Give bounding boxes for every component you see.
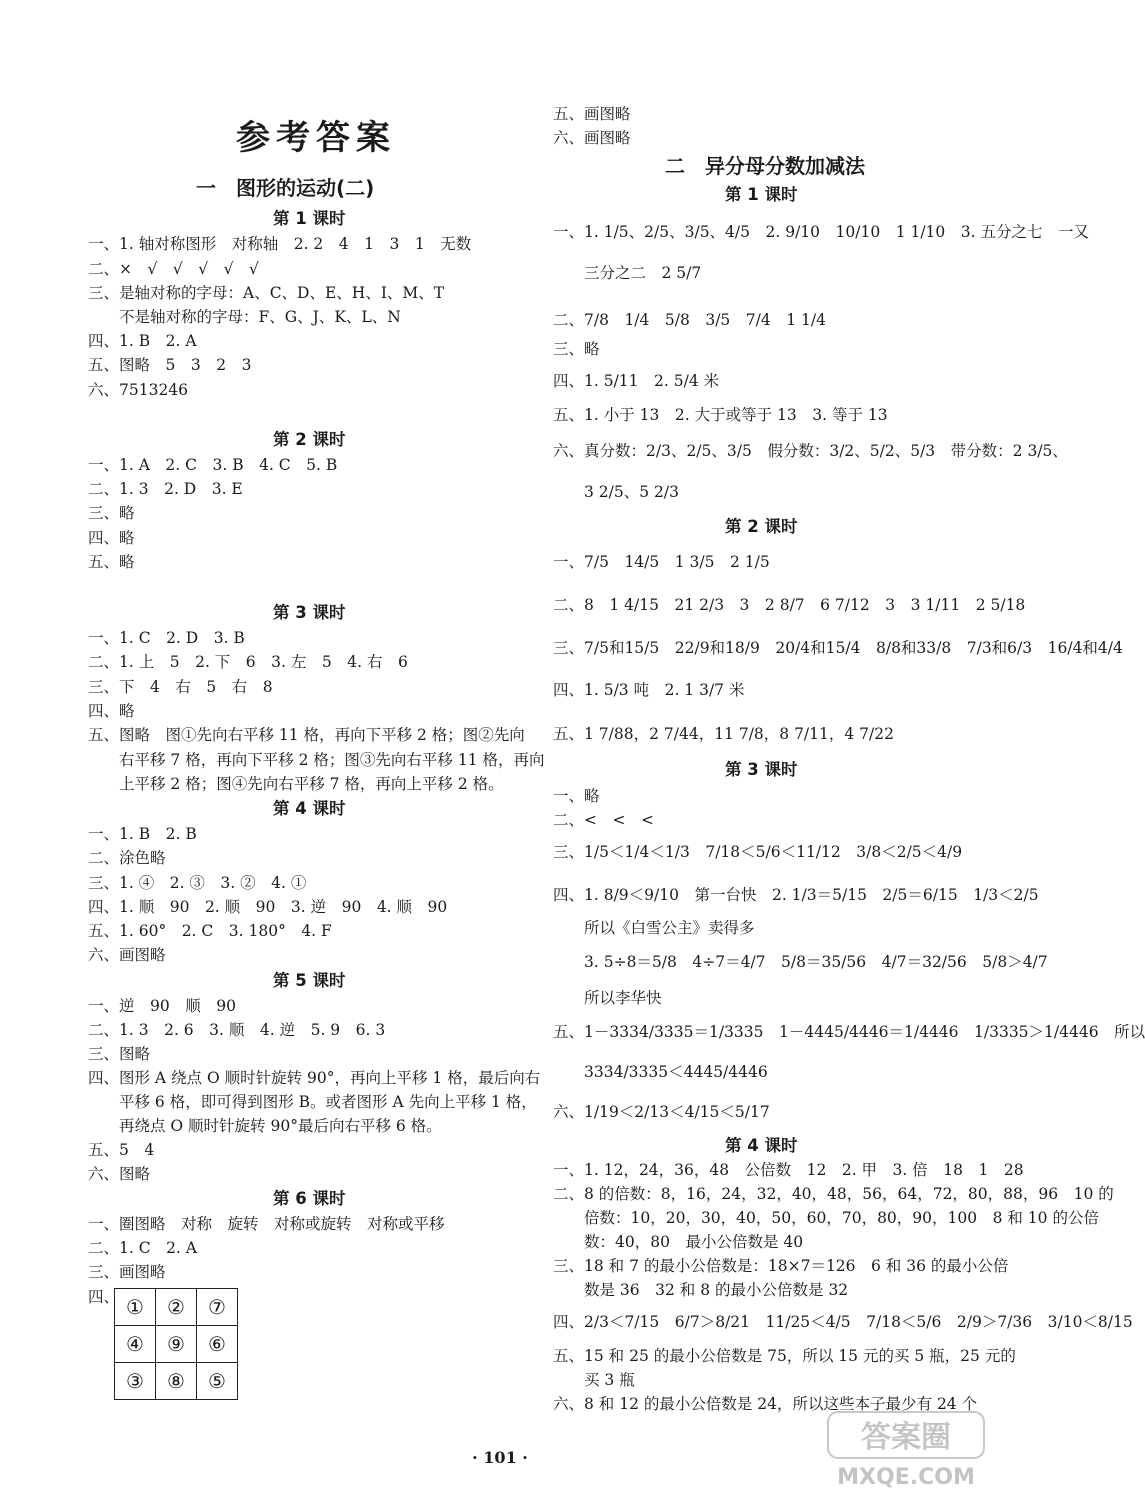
answer-line: 一、1. A 2. C 3. B 4. C 5. B — [88, 456, 338, 474]
answer-line: 所以《白雪公主》卖得多 — [553, 919, 755, 937]
answer-line: 平移 6 格，即可得到图形 B。或者图形 A 先向上平移 1 格， — [88, 1093, 537, 1111]
number-grid — [114, 1288, 238, 1400]
answer-line: 三、1/5＜1/4＜1/3 7/18＜5/6＜11/12 3/8＜2/5＜4/9 — [553, 843, 963, 861]
grid-cell: ⑦ — [197, 1289, 238, 1326]
answer-line: 数是 36 32 和 8 的最小公倍数是 32 — [553, 1281, 849, 1299]
grid-cell: ② — [156, 1289, 197, 1326]
lesson-heading: 第 5 课时 — [273, 971, 346, 990]
answer-line: 二、8 1 4/15 21 2/3 3 2 8/7 6 7/12 3 3 1/11 2 5/18 — [553, 596, 1026, 614]
answer-line: 四、 — [88, 1288, 120, 1306]
answer-line: 一、圈图略 对称 旋转 对称或旋转 对称或平移 — [88, 1215, 445, 1233]
lesson-heading: 第 3 课时 — [725, 760, 798, 779]
answer-line: 三、18 和 7 的最小公倍数是：18×7＝126 6 和 36 的最小公倍 — [553, 1257, 1009, 1275]
unit-title-1: 一 图形的运动(二) — [196, 176, 375, 200]
grid-cell: ⑧ — [156, 1363, 197, 1400]
answer-line: 二、1. C 2. A — [88, 1239, 197, 1257]
answer-line: 二、7/8 1/4 5/8 3/5 7/4 1 1/4 — [553, 311, 826, 329]
lesson-heading: 第 3 课时 — [273, 603, 346, 622]
lesson-heading: 第 6 课时 — [273, 1189, 346, 1208]
answer-line: 五、1. 小于 13 2. 大于或等于 13 3. 等于 13 — [553, 406, 888, 424]
answer-line: 三、1. ④ 2. ③ 3. ② 4. ① — [88, 874, 307, 892]
answer-line: 不是轴对称的字母：F、G、J、K、L、N — [88, 308, 401, 326]
answer-line: 四、图形 A 绕点 O 顺时针旋转 90°，再向上平移 1 格，最后向右 — [88, 1069, 541, 1087]
answer-line: 右平移 7 格，再向下平移 2 格；图③先向右平移 11 格，再向 — [88, 751, 545, 769]
answer-line: 二、8 的倍数：8，16，24，32，40，48，56，64，72，80，88，96 10 的 — [553, 1185, 1114, 1203]
page-number: · 101 · — [472, 1448, 528, 1467]
answer-line: 六、画图略 — [553, 129, 631, 147]
answer-line: 六、画图略 — [88, 946, 166, 964]
answer-line: 二、< < < — [553, 811, 654, 829]
watermark-url: MXQE.COM — [837, 1465, 975, 1490]
answer-line: 五、5 4 — [88, 1141, 155, 1159]
answer-line: 四、略 — [88, 529, 135, 547]
answer-line: 五、1. 60° 2. C 3. 180° 4. F — [88, 922, 332, 940]
answer-line: 五、1－3334/3335＝1/3335 1－4445/4446＝1/4446 1/3335＞1/4446 所以 — [553, 1023, 1145, 1041]
answer-line: 六、8 和 12 的最小公倍数是 24，所以这些本子最少有 24 个 — [553, 1395, 978, 1413]
answer-line: 三、画图略 — [88, 1263, 166, 1281]
answer-line: 三、图略 — [88, 1045, 151, 1063]
answer-line: 三、7/5和15/5 22/9和18/9 20/4和15/4 8/8和33/8 7/3和6/3 16/4和4/4 — [553, 639, 1123, 657]
answer-line: 再绕点 O 顺时针旋转 90°最后向右平移 6 格。 — [88, 1117, 442, 1135]
answer-line: 二、涂色略 — [88, 849, 166, 867]
answer-line: 所以李华快 — [553, 989, 662, 1007]
answer-line: 四、1. 5/3 吨 2. 1 3/7 米 — [553, 681, 745, 699]
answer-line: 一、7/5 14/5 1 3/5 2 1/5 — [553, 553, 770, 571]
answer-line: 五、略 — [88, 553, 135, 571]
answer-line: 四、2/3＜7/15 6/7＞8/21 11/25＜4/5 7/18＜5/6 2/9＞7/36 3/10＜8/15 — [553, 1313, 1133, 1331]
answer-line: 二、1. 上 5 2. 下 6 3. 左 5 4. 右 6 — [88, 653, 408, 671]
answer-line: 六、1/19＜2/13＜4/15＜5/17 — [553, 1103, 770, 1121]
lesson-heading: 第 1 课时 — [725, 185, 798, 204]
grid-cell: ⑤ — [197, 1363, 238, 1400]
answer-line: 二、1. 3 2. 6 3. 顺 4. 逆 5. 9 6. 3 — [88, 1021, 386, 1039]
lesson-heading: 第 1 课时 — [273, 209, 346, 228]
answer-line: 一、略 — [553, 787, 600, 805]
answer-line: 五、15 和 25 的最小公倍数是 75，所以 15 元的买 5 瓶，25 元的 — [553, 1347, 1016, 1365]
answer-line: 买 3 瓶 — [553, 1371, 635, 1389]
answer-line: 三分之二 2 5/7 — [553, 264, 702, 282]
answer-line: 倍数：10，20，30，40，50，60，70，80，90，100 8 和 10 的公倍 — [553, 1209, 1099, 1227]
answer-line: 二、× √ √ √ √ √ — [88, 260, 259, 278]
watermark-logo — [820, 1406, 992, 1492]
answer-line: 六、7513246 — [88, 381, 189, 399]
answer-line: 一、1. C 2. D 3. B — [88, 629, 245, 647]
lesson-heading: 第 4 课时 — [725, 1136, 798, 1155]
answer-line: 六、图略 — [88, 1165, 151, 1183]
answer-line: 数：40，80 最小公倍数是 40 — [553, 1233, 804, 1251]
answer-line: 一、1. 1/5、2/5、3/5、4/5 2. 9/10 10/10 1 1/10 3. 五分之七 一又 — [553, 223, 1089, 241]
answer-line: 三、是轴对称的字母：A、C、D、E、H、I、M、T — [88, 284, 445, 302]
answer-line: 一、逆 90 顺 90 — [88, 997, 236, 1015]
page-title: 参考答案 — [236, 118, 396, 158]
answer-line: 三、略 — [553, 340, 600, 358]
answer-line: 三、略 — [88, 504, 135, 522]
answer-line: 3334/3335＜4445/4446 — [553, 1063, 768, 1081]
answer-line: 五、图略 图①先向右平移 11 格，再向下平移 2 格；图②先向 — [88, 726, 525, 744]
watermark-text: 答案圈 — [861, 1420, 951, 1455]
lesson-heading: 第 4 课时 — [273, 799, 346, 818]
lesson-heading: 第 2 课时 — [725, 517, 798, 536]
answer-line: 五、图略 5 3 2 3 — [88, 356, 252, 374]
unit-title-2: 二 异分母分数加减法 — [665, 154, 865, 178]
answer-line: 五、画图略 — [553, 105, 631, 123]
answer-line: 上平移 2 格；图④先向右平移 7 格，再向上平移 2 格。 — [88, 775, 504, 793]
answer-line: 四、1. 5/11 2. 5/4 米 — [553, 372, 720, 390]
answer-line: 四、1. 顺 90 2. 顺 90 3. 逆 90 4. 顺 90 — [88, 898, 448, 916]
lesson-heading: 第 2 课时 — [273, 430, 346, 449]
answer-line: 三、下 4 右 5 右 8 — [88, 678, 273, 696]
answer-line: 一、1. B 2. B — [88, 825, 197, 843]
answer-line: 一、1. 12，24，36，48 公倍数 12 2. 甲 3. 倍 18 1 28 — [553, 1161, 1024, 1179]
answer-line: 3 2/5、5 2/3 — [553, 483, 679, 501]
answer-line: 五、1 7/88，2 7/44，11 7/8，8 7/11，4 7/22 — [553, 725, 894, 743]
grid-cell: ⑥ — [197, 1326, 238, 1363]
answer-line: 一、1. 轴对称图形 对称轴 2. 2 4 1 3 1 无数 — [88, 235, 472, 253]
answer-line: 四、1. B 2. A — [88, 332, 197, 350]
answer-line: 3. 5÷8＝5/8 4÷7＝4/7 5/8＝35/56 4/7＝32/56 5/8＞4/7 — [553, 953, 1048, 971]
grid-cell: ⑨ — [156, 1326, 197, 1363]
answer-line: 四、略 — [88, 702, 135, 720]
answer-line: 二、1. 3 2. D 3. E — [88, 480, 243, 498]
grid-cell: ④ — [115, 1326, 156, 1363]
grid-cell: ③ — [115, 1363, 156, 1400]
answer-line: 六、真分数：2/3、2/5、3/5 假分数：3/2、5/2、5/3 带分数：2 3/5、 — [553, 442, 1068, 460]
grid-cell: ① — [115, 1289, 156, 1326]
answer-line: 四、1. 8/9＜9/10 第一台快 2. 1/3＝5/15 2/5＝6/15 1/3＜2/5 — [553, 886, 1039, 904]
